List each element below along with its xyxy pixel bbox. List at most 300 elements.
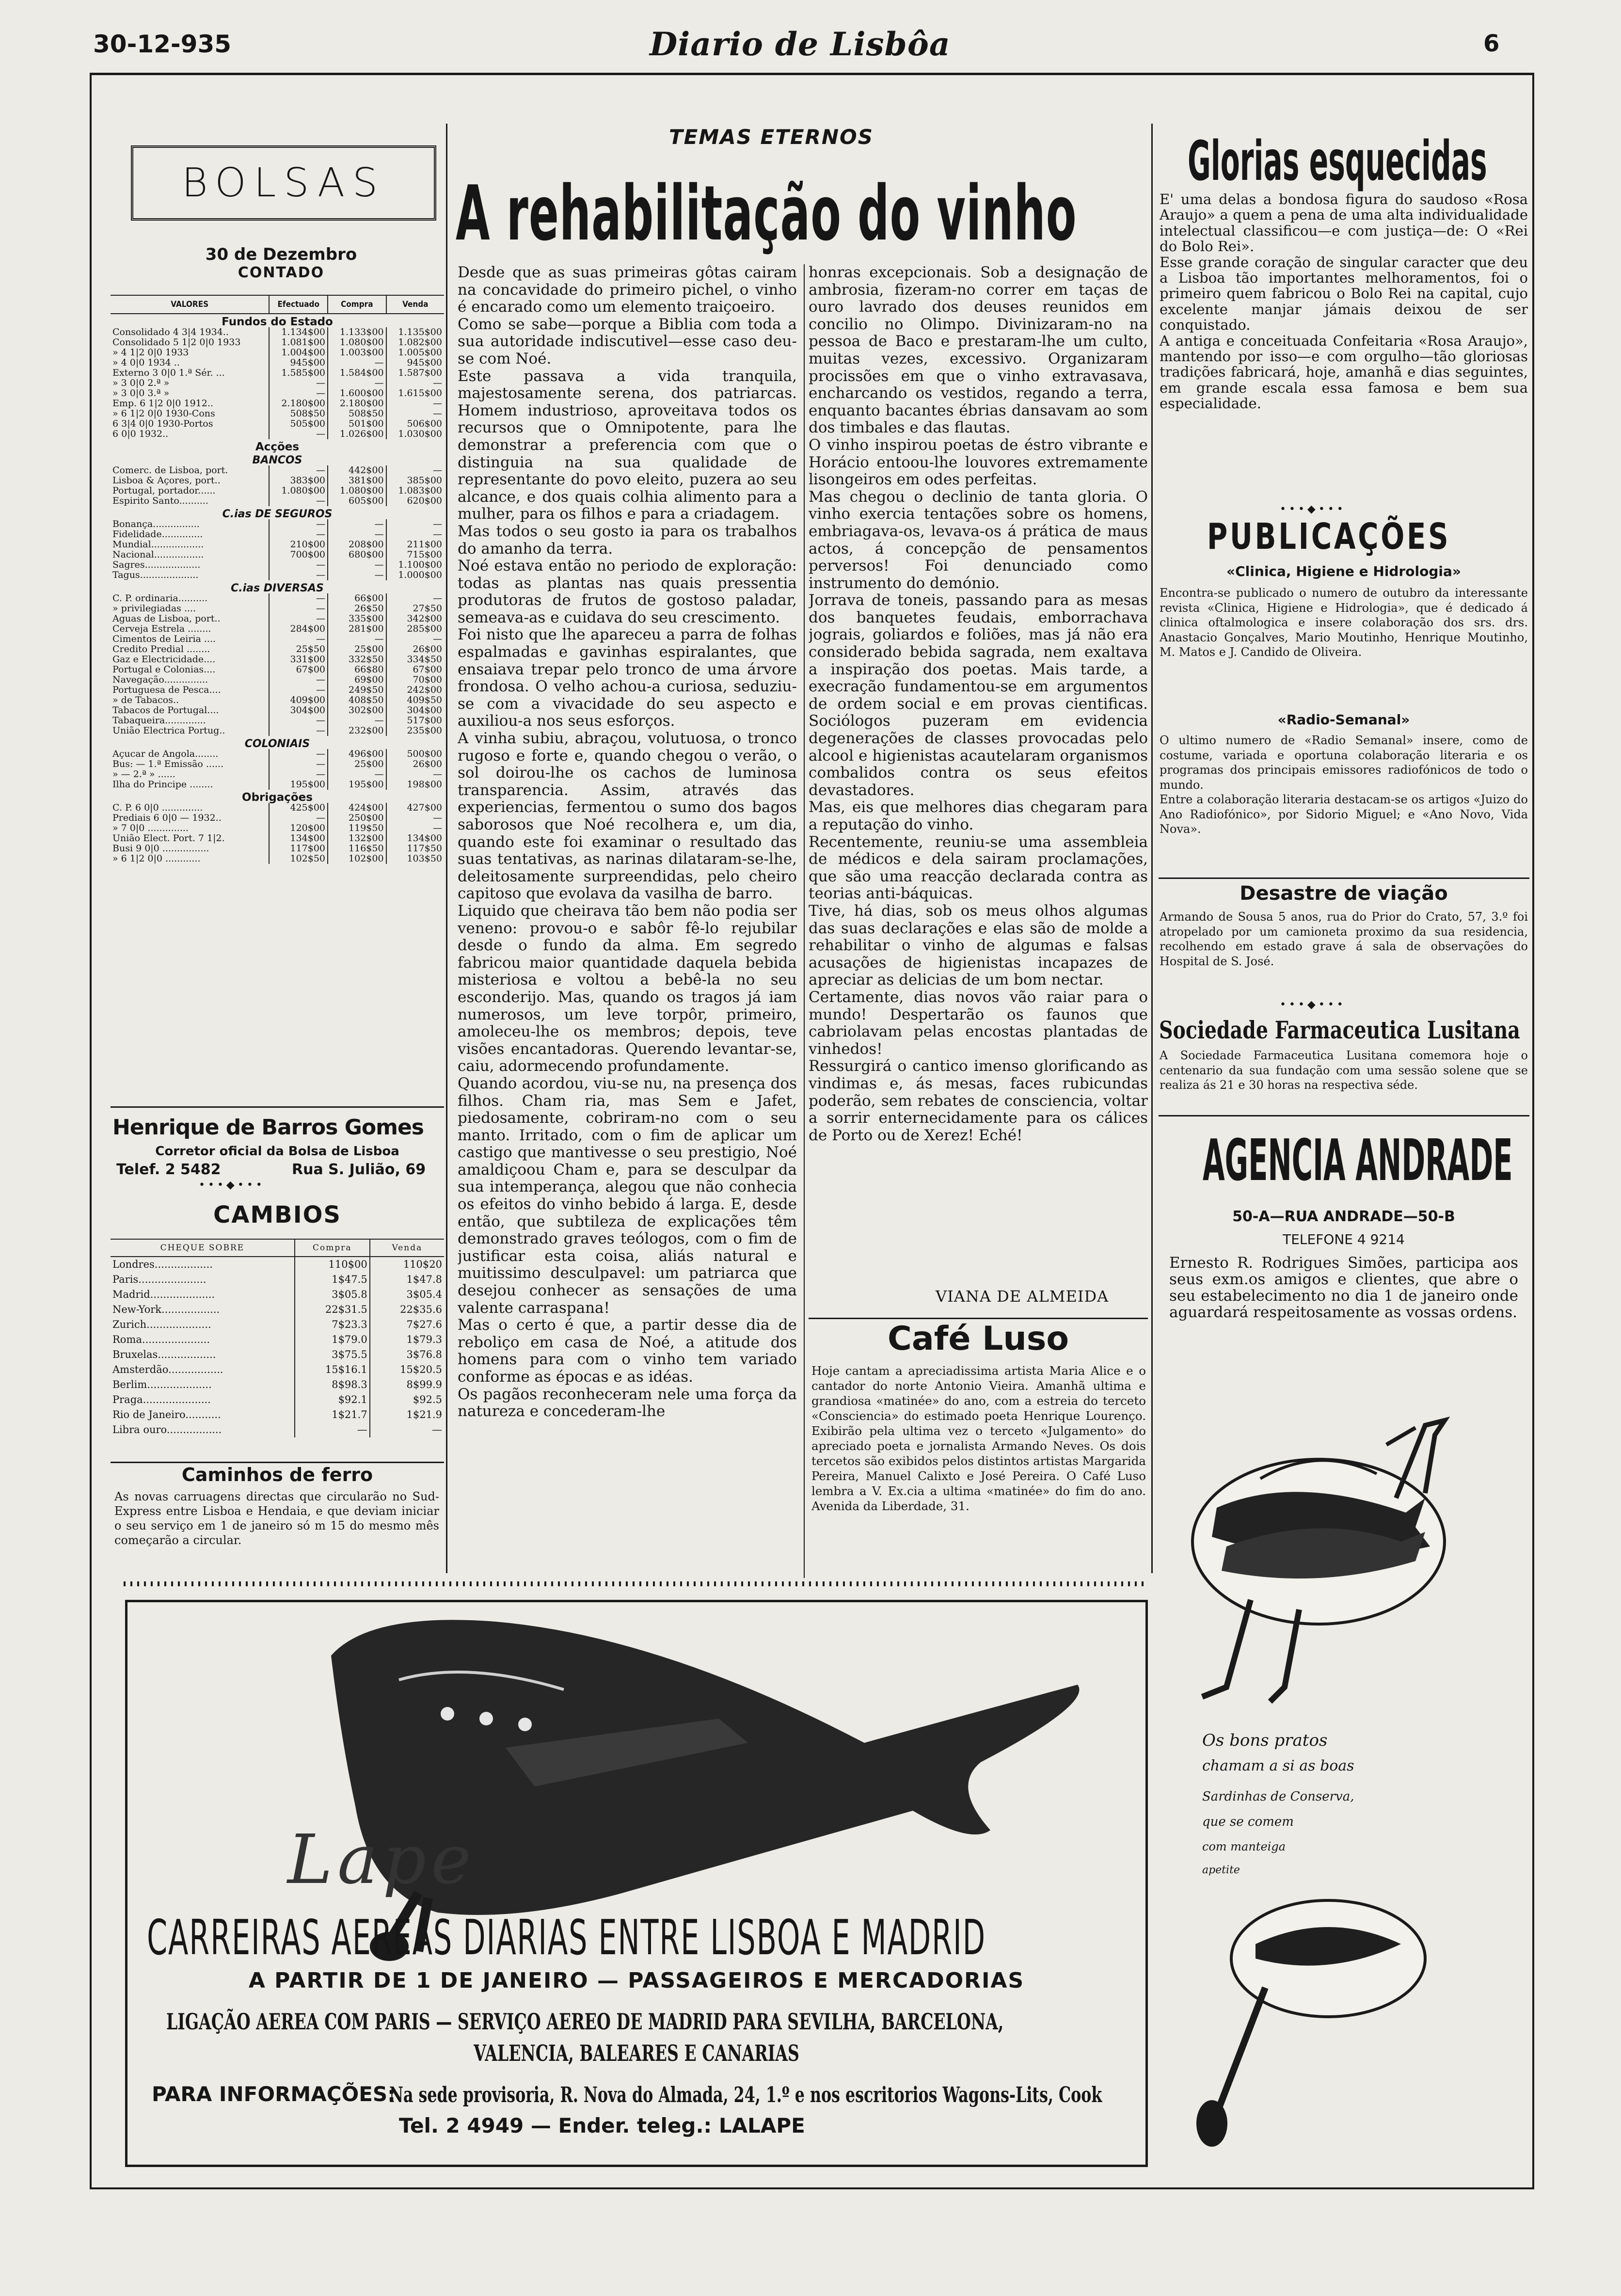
lape-logo: Lape (287, 1820, 476, 1899)
diversas-section (111, 580, 444, 593)
table-row (111, 529, 444, 540)
security-name: Bonança................ (112, 519, 200, 529)
price-cell: — (328, 378, 386, 388)
security-name: Consolidado 5 1|2 0|0 1933 (112, 337, 241, 348)
seguros-section (111, 506, 444, 519)
caminhos-rule-top (111, 1462, 444, 1463)
price-cell: — (386, 593, 444, 604)
price-cell: 381$00 (328, 476, 386, 486)
table-row (111, 813, 444, 823)
price-cell: — (269, 813, 328, 823)
table-row (111, 654, 444, 665)
henrique-sub: Corretor oficial da Bolsa de Lisboa (155, 1144, 399, 1159)
lape-line-2-wrap: LIGAÇÃO AEREA COM PARIS — SERVIÇO AEREO DE MADRID PARA SEVILHA, BARCELONA, (166, 2009, 1004, 2035)
security-name: Aguas de Lisboa, port.. (112, 613, 221, 624)
price-cell: 335$00 (328, 614, 386, 624)
price-cell: — (269, 529, 328, 540)
rate-cell: 1$21.7 (295, 1407, 370, 1422)
table-row (111, 348, 444, 358)
price-cell: 242$00 (386, 685, 444, 695)
price-cell: 945$00 (269, 358, 328, 368)
price-cell: — (269, 685, 328, 695)
price-cell: — (269, 519, 328, 529)
price-cell: 1.080$00 (328, 337, 386, 348)
price-cell: 1.003$00 (328, 348, 386, 358)
security-name: » 6 1|2 0|0 ............ (112, 853, 201, 864)
price-cell: 508$50 (328, 409, 386, 419)
table-row (111, 780, 444, 790)
table-row (111, 540, 444, 550)
bottom-rule (90, 2187, 1534, 2189)
price-cell: 208$00 (328, 540, 386, 550)
security-name: Credito Predial ........ (112, 644, 210, 654)
fundos-section-label: Fundos do Estado (222, 316, 333, 328)
table-row (111, 570, 444, 580)
lape-line-1: A PARTIR DE 1 DE JANEIRO — PASSAGEIROS E MERCADORIAS (248, 1968, 1025, 1993)
currency-name: Praga..................... (112, 1394, 211, 1405)
price-cell: — (269, 496, 328, 506)
table-row (111, 705, 444, 716)
price-cell: 505$00 (269, 419, 328, 429)
security-name: C. P. ordinaria.......... (112, 593, 208, 604)
table-row (111, 1287, 444, 1302)
security-name: » 4 1|2 0|0 1933 (112, 347, 189, 358)
price-cell: — (386, 634, 444, 644)
desastre-text: Armando de Sousa 5 anos, rua do Prior do Crato, 57, 3.º foi atropelado por um camioneta proximo da sua residencia, recolhendo em estado grave á sala de observações do Hospital de S. José. (1160, 910, 1528, 968)
security-name: Nacional................. (112, 549, 204, 560)
price-cell: 302$00 (328, 705, 386, 716)
price-cell: 66$80 (328, 665, 386, 675)
table-row (111, 486, 444, 496)
price-cell: 331$00 (269, 654, 328, 665)
table-row (111, 399, 444, 409)
security-name: » 7 0|0 .............. (112, 823, 189, 833)
rate-cell: 1$21.9 (370, 1407, 444, 1422)
rate-cell: $92.1 (295, 1392, 370, 1407)
article-col-divider (804, 264, 805, 1578)
table-row (111, 1377, 444, 1392)
table-row (111, 833, 444, 844)
price-cell: — (386, 823, 444, 833)
price-cell: — (386, 378, 444, 388)
cafe-rule-top (809, 1318, 1148, 1319)
security-name: Sagres................... (112, 559, 201, 570)
price-cell: 427$00 (386, 803, 444, 813)
henrique-rule-top (111, 1106, 444, 1108)
publicacoes-title-wrap: PUBLICAÇÕES (1207, 516, 1451, 558)
security-name: » privilegiadas .... (112, 603, 196, 614)
security-name: Lisboa & Açores, port.. (112, 475, 221, 486)
price-cell: — (269, 634, 328, 644)
price-cell: 27$50 (386, 604, 444, 614)
henrique-addr: Rua S. Julião, 69 (292, 1161, 426, 1178)
table-row (111, 337, 444, 348)
price-cell: 501$00 (328, 419, 386, 429)
caminhos-text: As novas carruagens directas que circularão no Sud-Express entre Lisboa e Hendaia, e que deviam iniciar o seu serviço em 1 de janeiro só m 15 do mesmo mês começarão a circular. (114, 1490, 439, 1547)
price-cell: — (269, 429, 328, 439)
fundos-section (111, 314, 444, 327)
table-row (111, 1347, 444, 1362)
price-cell: 1.585$00 (269, 368, 328, 378)
sociedade-title-wrap: Sociedade Farmaceutica Lusitana (1159, 1016, 1520, 1044)
price-cell: 134$00 (269, 833, 328, 844)
desastre-title: Desastre de viação (1240, 882, 1448, 905)
rate-cell: 3$75.5 (295, 1347, 370, 1362)
security-name: Comerc. de Lisboa, port. (112, 465, 228, 476)
publicacoes-text-1: Encontra-se publicado o numero de outubro da interessante revista «Clinica, Higiene e Hidrologia», que é dedicado á clinica oftalmologica e insere colaboração dos srs. drs. Anastacio Gonçalves, Mario Moutinho, Henrique Moutinho, M. Matos e J. Candido de Oliveira. (1160, 586, 1528, 659)
price-cell: 1.081$00 (269, 337, 328, 348)
table-row (111, 844, 444, 854)
security-name: » 3 0|0 3.ª » (112, 388, 170, 399)
table-row (111, 1392, 444, 1407)
cambios-header-venda: Venda (370, 1239, 444, 1257)
security-name: Externo 3 0|0 1.ª Sér. ... (112, 367, 225, 378)
coloniais-section (111, 736, 444, 749)
table-row (111, 1272, 444, 1287)
col-divider-2 (1151, 124, 1153, 1573)
glorias-text: E' uma delas a bondosa figura do saudoso «Rosa Araujo» a quem a pena de uma alta individualidade intelectual classificou—e com justiça—de: O «Rei do Bolo Rei». Esse grande coração de singular caracter que deu a Lisboa tão importantes melhoramentos, foi o primeiro quem fabricou o Bolo Rei na capital, cujo excelente manjar jámais deixou de ser conquistado. A antiga e conceituada Confeitaria «Rosa Araujo», mantendo por isso—e com orgulho—tão gloriosas tradições fabricará, hoje, amanhã e dias seguintes, em grande escala essa famosa e bem sua especialidade. (1160, 191, 1528, 412)
henrique-name: Henrique de Barros Gomes (112, 1115, 424, 1140)
rate-cell: 3$05.4 (370, 1287, 444, 1302)
rate-cell: 3$05.8 (295, 1287, 370, 1302)
rate-cell: 110$20 (370, 1257, 444, 1272)
publicacoes-text-2: O ultimo numero de «Radio Semanal» insere, como de costume, variada e oportuna colaboração literaria e os programas dos principais emissores radiofónicos de todo o mundo. Entre a colaboração literaria destacam-se os artigos «Juizo do Ano Radiofónico», por Sidorio Miguel; e «Ano Novo, Vida Nova». (1160, 733, 1528, 836)
security-name: » 4 0|0 1934 .. (112, 357, 180, 368)
sardine-ad-caption-2: chamam a si as boas (1202, 1757, 1354, 1774)
agencia-addr: 50-A—RUA ANDRADE—50-B (1232, 1208, 1455, 1225)
price-cell: 250$00 (328, 813, 386, 823)
price-cell: 1.133$00 (328, 327, 386, 337)
security-name: Portuguesa de Pesca.... (112, 685, 221, 695)
bolsas-title: BOLSAS (181, 160, 386, 206)
table-row (111, 749, 444, 759)
col-divider-1 (446, 124, 447, 1573)
bolsas-header-compra: Compra (328, 295, 386, 314)
table-row (111, 560, 444, 570)
table-row (111, 1422, 444, 1437)
rate-cell: 7$27.6 (370, 1317, 444, 1332)
price-cell: 425$00 (269, 803, 328, 813)
bolsas-header-efectuado: Efectuado (269, 295, 328, 314)
price-cell: 67$00 (269, 665, 328, 675)
dots-divider-2: •••◆••• (1280, 503, 1346, 515)
bolsas-header-valores: VALORES (111, 295, 269, 314)
article-col-1: Desde que as suas primeiras gôtas cairam na concavidade do primeiro pichel, o vinho é encarado como um elemento traiçoeiro. Como se sabe—porque a Biblia com toda a sua autoridade indiscutivel—esse caso deu-se com Noé. Este passava a vida tranquila, majestosamente serena, dos patriarcas. Homem industrioso, aproveitava todos os recursos que o Omnipotente, para lhe demonstrar a preferencia com que o distinguia na sua qualidade de representante do povo eleito, puzera ao seu alcance, e dos quais colhia alimento para a mulher, para os filhos e para a criadagem. Mas todos o seu gosto ia para os trabalhos do amanho da terra. Noé estava então no periodo de exploração: todas as plantas nas quais pressentia produtoras de frutos de gostoso paladar, semeava-as e cuidava do seu crescimento. Foi nisto que lhe apareceu a parra de folhas espalmadas e gavinhas espiralantes, que ensaiava trepar pelo tronco de uma árvore frondosa. O velho achou-a curiosa, seduziu-se com a vivacidade do seu aspecto e auxiliou-a nos seus esforços. A vinha subiu, abraçou, volutuosa, o tronco rugoso e forte e, quando chegou o verão, o sol doirou-lhe os cachos de luminosa transparencia. Assim, através das experiencias, fermentou o sumo dos bagos saborosos que Noé recolhera e, um dia, quando este foi examinar o resultado das suas tentativas, as narinas dilataram-se-lhe, deleitosamente surpreendidas, pelo cheiro capitoso que evolava da vasilha de barro. Liquido que cheirava tão bem não podia ser veneno: provou-o e sabôr fê-lo rejubilar desde o fundo da alma. Em segredo fabricou maior quantidade daquela bebida misteriosa e voltou a bebê-la no seu esconderijo. Mas, quando os tragos já iam numerosos, um leve torpôr, primeiro, amoleceu-lhe os membros; depois, teve visões encantadoras. Querendo levantar-se, caiu, adormecendo profundamente. Quando acordou, viu-se nu, na presença dos filhos. Cham ria, mas Sem e Jafet, piedosamente, cobriram-no com o seu manto. Irritado, com o fim de aplicar um castigo que mantivesse o seu prestigio, Noé amaldiçoou Cham e, para se desculpar da sua intemperança, alegou que não conhecia os efeitos do vinho bebido á larga. E, desde então, que subtileza de explicações têm demonstrado graves teólogos, com o fim de justificar esta coisa, aliás natural e muitissimo desculpavel: um patriarca que desejou conhecer as sensações de uma valente carraspana! Mas o certo é que, a partir desse dia de reboliço em casa de Noé, a atitude dos homens para com o vinho tem variado conforme as épocas e as idéas. Os pagãos reconheceram nele uma força da natureza e concederam-lhe (458, 264, 797, 1420)
cafe-title: Café Luso (887, 1320, 1069, 1358)
security-name: Açucar de Angola........ (112, 749, 219, 759)
price-cell: — (386, 465, 444, 476)
table-row (111, 1407, 444, 1422)
price-cell: 1.082$00 (386, 337, 444, 348)
price-cell: 1.083$00 (386, 486, 444, 496)
price-cell: 132$00 (328, 833, 386, 844)
price-cell: — (269, 604, 328, 614)
price-cell: 67$00 (386, 665, 444, 675)
price-cell: 195$00 (328, 780, 386, 790)
price-cell: 342$00 (386, 614, 444, 624)
bancos-section (111, 452, 444, 465)
price-cell: — (328, 529, 386, 540)
sardine-ad-caption-1: Os bons pratos (1202, 1731, 1328, 1750)
accoes-section (111, 439, 444, 452)
cambios-header-cheque: CHEQUE SOBRE (111, 1239, 295, 1257)
price-cell: 1.584$00 (328, 368, 386, 378)
price-cell: — (269, 388, 328, 399)
lape-info-wrap: Na sede provisoria, R. Nova do Almada, 24, 1.º e nos escritorios Wagons-Lits, Cook (389, 2083, 1102, 2107)
sardine-ad-caption-3: Sardinhas de Conserva, que se comem (1202, 1789, 1354, 1829)
bolsas-title-box (131, 145, 436, 221)
price-cell: 1.004$00 (269, 348, 328, 358)
price-cell: 332$50 (328, 654, 386, 665)
table-row (111, 550, 444, 560)
rate-cell: 1$79.0 (295, 1332, 370, 1347)
obrigacoes-section-label: Obrigações (242, 791, 313, 804)
dots-divider-1: •••◆••• (199, 1179, 265, 1191)
table-row (111, 759, 444, 769)
price-cell: 1.080$00 (328, 486, 386, 496)
price-cell: 700$00 (269, 550, 328, 560)
table-row (111, 634, 444, 644)
security-name: Bus: — 1.ª Emissão ...... (112, 759, 224, 769)
article-col-2: honras excepcionais. Sob a designação de ambrosia, fizeram-no correr em taças de ouro lavrado dos deuses reunidos em concilio no Olimpo. Divinizaram-no na pessoa de Baco e prestaram-lhe um culto, muitas vezes, excessivo. Organizaram procissões em que o vinho extravasava, encharcando os vestidos, regando a terra, enquanto bacantes ébrias dansavam ao som dos timbales e das flautas. O vinho inspirou poetas de éstro vibrante e Horácio entoou-lhe louvores extremamente lisongeiros em odes perfeitas. Mas chegou o declinio de tanta gloria. O vinho exercia tentações sobre os homens, embriagava-os, levava-os á prática de maus actos, á concepção de pensamentos perversos! Foi denunciado como instrumento do demónio. Jorrava de toneis, passando para as mesas dos banquetes feudais, emborrachava jograis, goliardos e foliões, mas já não era considerado bebida sagrada, nem exaltava a inspiração dos poetas. Mais tarde, a execração fundamentou-se em argumentos de ordem social e em provas cientificas. Sociólogos puzeram em evidencia degenerações de classes provocadas pelo alcool e higienistas acautelaram organismos combalidos contra os seus efeitos devastadores. Mas, eis que melhores dias chegaram para a reputação do vinho. Recentemente, reuniu-se uma assembleia de médicos e dela sairam proclamações, que são uma reacção declarada contra as teorias anti-báquicas. Tive, há dias, sob os meus olhos algumas das suas declarações e elas são de molde a rehabilitar o vinho de algumas e falsas acusações de higienistas incapazes de apreciar as delicias de um bom nectar. Certamente, dias novos vão raiar para o mundo! Despertarão os faunos que cabriolavam pelas encostas plantadas de vinhedos! Ressurgirá o cantico imenso glorificando as vindimas e, ás mesas, faces rubicundas poderão, sem rebates de consciencia, voltar a sorrir enternecidamente para os cálices de Porto ou de Xerez! Eché! (809, 264, 1148, 1144)
currency-name: Londres.................. (112, 1259, 213, 1270)
price-cell: 102$00 (328, 854, 386, 864)
price-cell: 1.615$00 (386, 388, 444, 399)
price-cell: 26$50 (328, 604, 386, 614)
price-cell: 26$00 (386, 759, 444, 769)
security-name: » 3 0|0 2.ª » (112, 378, 170, 388)
bolsas-contado: CONTADO (238, 264, 325, 281)
table-row (111, 1332, 444, 1347)
price-cell: — (328, 570, 386, 580)
currency-name: New-York.................. (112, 1304, 220, 1315)
masthead-title: Diario de Lisbôa (650, 25, 951, 63)
cafe-text: Hoje cantam a apreciadissima artista Maria Alice e o cantador do norte Antonio Vieira. Amanhã ultima e grandiosa «matinée» do ano, com a estreia do terceto «Consciencia» do estimado poeta Henrique Lourenço. Exibirão pela ultima vez o terceto «Julgamento» do apreciado poeta e jornalista Armando Neves. Os dois tercetos são exibidos pelos distintos artistas Margarida Pereira, Manuel Calixto e José Pereira. O Café Luso lembra a V. Ex.cia a ultima «matinée» do fim do ano. Avenida da Liberdade, 31. (811, 1364, 1146, 1513)
security-name: Gaz e Electricidade.... (112, 654, 216, 665)
table-row (111, 685, 444, 695)
currency-name: Amsterdão................. (112, 1364, 223, 1375)
price-cell: 1.030$00 (386, 429, 444, 439)
price-cell: 195$00 (269, 780, 328, 790)
table-row (111, 358, 444, 368)
security-name: Emp. 6 1|2 0|0 1912.. (112, 398, 213, 409)
price-cell: 517$00 (386, 716, 444, 726)
rate-cell: 1$47.8 (370, 1272, 444, 1287)
price-cell: 1.005$00 (386, 348, 444, 358)
table-row (111, 665, 444, 675)
ad-separator (124, 1581, 1146, 1586)
price-cell: — (269, 716, 328, 726)
rate-cell: 1$79.3 (370, 1332, 444, 1347)
sardine-ad-caption-4: com manteiga (1202, 1840, 1286, 1853)
security-name: Espirito Santo.......... (112, 495, 208, 506)
price-cell: 211$00 (386, 540, 444, 550)
bolsas-table (111, 295, 444, 864)
security-name: Tagus.................... (112, 570, 199, 580)
table-row (111, 803, 444, 813)
table-row (111, 388, 444, 399)
rate-cell: 1$47.5 (295, 1272, 370, 1287)
table-row (111, 593, 444, 604)
rate-cell: 8$99.9 (370, 1377, 444, 1392)
price-cell: 715$00 (386, 550, 444, 560)
sociedade-text: A Sociedade Farmaceutica Lusitana comemora hoje o centenario da sua fundação com uma sessão solene que se realiza ás 21 e 30 horas na respectiva séde. (1160, 1049, 1528, 1092)
rate-cell: 8$98.3 (295, 1377, 370, 1392)
security-name: Cimentos de Leiria .... (112, 634, 216, 644)
price-cell: — (269, 570, 328, 580)
glorias-title-wrap: Glorias esquecidas (1188, 130, 1487, 193)
agencia-title-wrap: AGENCIA ANDRADE (1203, 1127, 1513, 1194)
price-cell: 500$00 (386, 749, 444, 759)
price-cell: 2.180$00 (269, 399, 328, 409)
price-cell: 442$00 (328, 465, 386, 476)
price-cell: 249$50 (328, 685, 386, 695)
price-cell: — (328, 634, 386, 644)
table-row (111, 378, 444, 388)
rate-cell: — (370, 1422, 444, 1437)
security-name: 6 3|4 0|0 1930-Portos (112, 418, 213, 429)
security-name: C. P. 6 0|0 .............. (112, 802, 203, 813)
table-row (111, 675, 444, 685)
security-name: » — 2.ª » ...... (112, 769, 175, 780)
price-cell: — (386, 813, 444, 823)
rate-cell: 15$16.1 (295, 1362, 370, 1377)
security-name: União Electrica Portug.. (112, 725, 225, 736)
table-row (111, 327, 444, 337)
price-cell: 119$50 (328, 823, 386, 833)
currency-name: Libra ouro................. (112, 1424, 222, 1435)
sardine-ad (1173, 1416, 1532, 2162)
security-name: Portugal, portador...... (112, 485, 216, 496)
rate-cell: 7$23.3 (295, 1317, 370, 1332)
table-row (111, 519, 444, 529)
price-cell: — (386, 519, 444, 529)
rate-cell: 110$00 (295, 1257, 370, 1272)
price-cell: 284$00 (269, 624, 328, 634)
price-cell: 69$00 (328, 675, 386, 685)
price-cell: — (269, 769, 328, 780)
price-cell: — (269, 749, 328, 759)
table-row (111, 823, 444, 833)
article-kicker: TEMAS ETERNOS (669, 125, 874, 149)
price-cell: — (269, 614, 328, 624)
security-name: Ilha do Principe ........ (112, 779, 213, 790)
price-cell: — (269, 593, 328, 604)
price-cell: 285$00 (386, 624, 444, 634)
masthead-date: 30-12-935 (93, 30, 232, 58)
price-cell: 424$00 (328, 803, 386, 813)
security-name: Tabaqueira.............. (112, 715, 206, 726)
price-cell: 235$00 (386, 726, 444, 736)
currency-name: Rio de Janeiro........... (112, 1409, 221, 1420)
currency-name: Bruxelas.................. (112, 1349, 216, 1360)
bancos-section-label: BANCOS (252, 454, 302, 466)
table-row (111, 716, 444, 726)
rate-cell: 22$31.5 (295, 1302, 370, 1317)
table-row (111, 769, 444, 780)
diversas-section-label: C.ias DIVERSAS (231, 582, 324, 594)
price-cell: 385$00 (386, 476, 444, 486)
security-name: Fidelidade.............. (112, 529, 203, 540)
seguros-section-label: C.ias DE SEGUROS (222, 508, 333, 520)
price-cell: — (328, 358, 386, 368)
publicacoes-sub-2: «Radio-Semanal» (1277, 712, 1410, 728)
security-name: » de Tabacos.. (112, 695, 179, 705)
article-headline: A rehabilitação do vinho (456, 172, 1077, 257)
price-cell: 25$00 (328, 759, 386, 769)
table-row (111, 409, 444, 419)
price-cell: — (269, 465, 328, 476)
table-row (111, 1317, 444, 1332)
price-cell: 25$50 (269, 644, 328, 654)
table-row (111, 429, 444, 439)
security-name: » 6 1|2 0|0 1930-Cons (112, 408, 215, 419)
lape-line-3-wrap: VALENCIA, BALEARES E CANARIAS (474, 2040, 799, 2066)
price-cell: 2.180$00 (328, 399, 386, 409)
price-cell: 680$00 (328, 550, 386, 560)
price-cell: — (386, 409, 444, 419)
security-name: União Elect. Port. 7 1|2. (112, 833, 225, 844)
price-cell: 620$00 (386, 496, 444, 506)
currency-name: Paris..................... (112, 1274, 207, 1285)
cambios-table (111, 1239, 444, 1437)
price-cell: 66$00 (328, 593, 386, 604)
price-cell: 25$00 (328, 644, 386, 654)
security-name: Busi 9 0|0 ................ (112, 843, 209, 854)
rate-cell: 3$76.8 (370, 1347, 444, 1362)
price-cell: — (328, 560, 386, 570)
price-cell: 1.100$00 (386, 560, 444, 570)
security-name: Cerveja Estrela ........ (112, 623, 211, 634)
coloniais-section-label: COLONIAIS (244, 738, 310, 750)
price-cell: 232$00 (328, 726, 386, 736)
security-name: Prediais 6 0|0 — 1932.. (112, 813, 222, 823)
price-cell: 1.000$00 (386, 570, 444, 580)
price-cell: 408$50 (328, 695, 386, 705)
dots-divider-3: •••◆••• (1280, 999, 1346, 1011)
currency-name: Madrid.................... (112, 1289, 215, 1300)
cambios-title: CAMBIOS (213, 1201, 341, 1228)
price-cell: 198$00 (386, 780, 444, 790)
table-row (111, 644, 444, 654)
price-cell: 1.080$00 (269, 486, 328, 496)
price-cell: — (328, 769, 386, 780)
publicacoes-sub-1: «Clinica, Higiene e Hidrologia» (1226, 563, 1461, 579)
price-cell: 120$00 (269, 823, 328, 833)
currency-name: Roma..................... (112, 1334, 210, 1345)
price-cell: — (328, 519, 386, 529)
price-cell: 496$00 (328, 749, 386, 759)
cambios-header-compra: Compra (295, 1239, 370, 1257)
table-row (111, 1302, 444, 1317)
price-cell: 102$50 (269, 854, 328, 864)
rate-cell: $92.5 (370, 1392, 444, 1407)
price-cell: 1.135$00 (386, 327, 444, 337)
table-row (111, 465, 444, 476)
lape-info-label: PARA INFORMAÇÕES: (152, 2082, 396, 2106)
price-cell: 409$00 (269, 695, 328, 705)
rate-cell: 22$35.6 (370, 1302, 444, 1317)
price-cell: 1.587$00 (386, 368, 444, 378)
price-cell: 334$50 (386, 654, 444, 665)
lape-tel: Tel. 2 4949 — Ender. teleg.: LALAPE (399, 2114, 805, 2137)
table-row (111, 604, 444, 614)
price-cell: — (269, 378, 328, 388)
price-cell: 116$50 (328, 844, 386, 854)
henrique-tel: Telef. 2 5482 (116, 1161, 221, 1178)
price-cell: — (269, 759, 328, 769)
table-row (111, 726, 444, 736)
